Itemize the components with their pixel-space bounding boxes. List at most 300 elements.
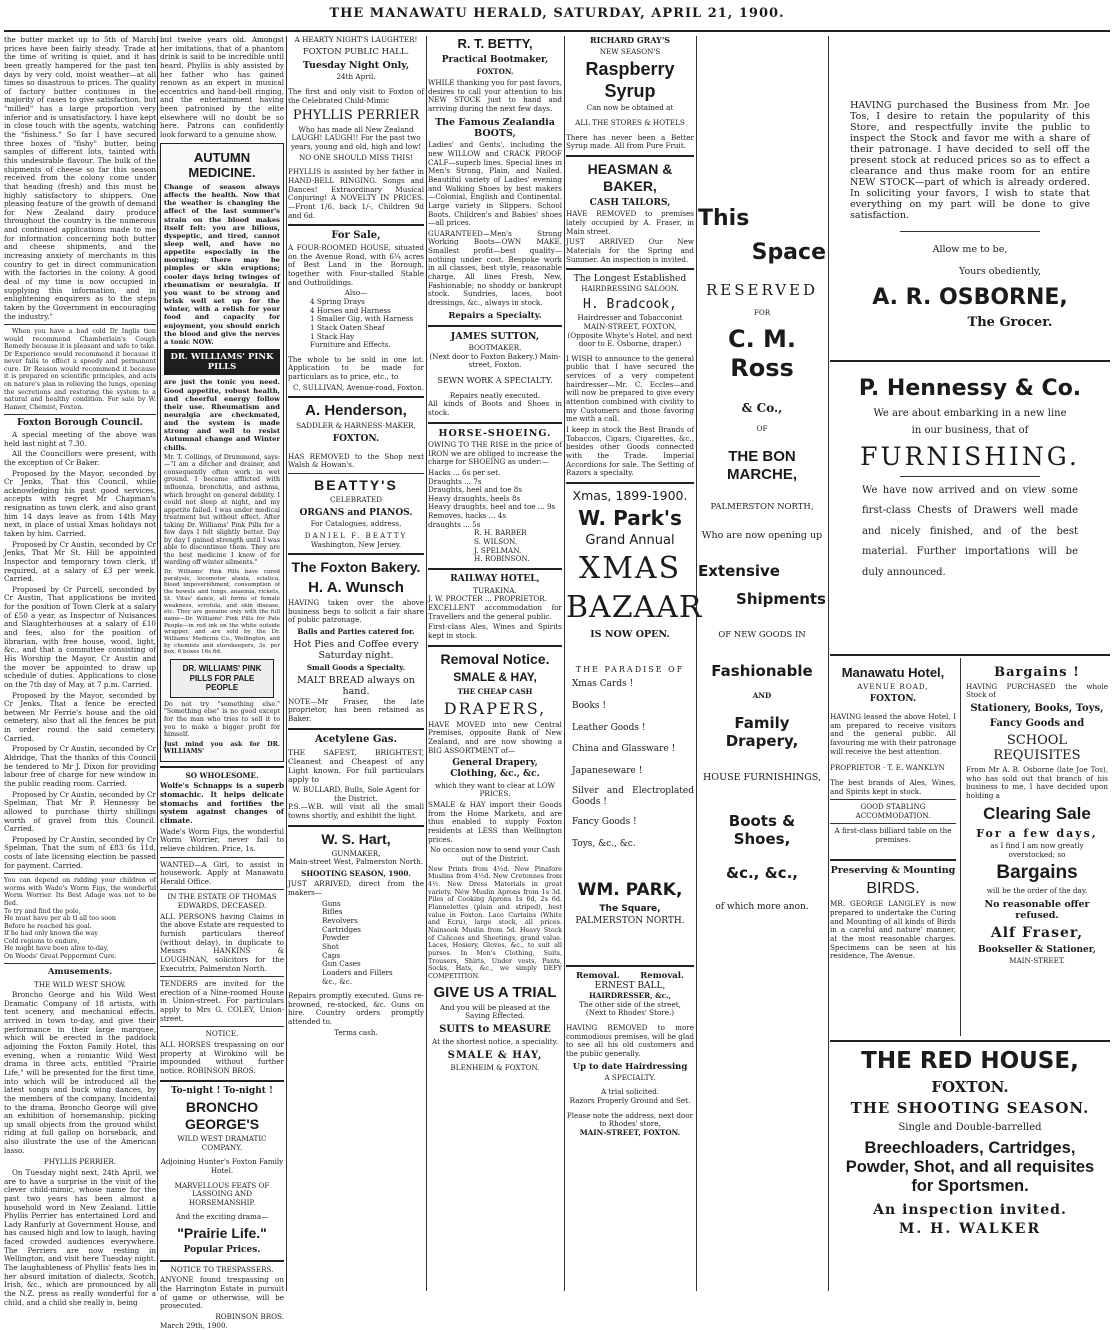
suits-heading: SUITS to MEASURE — [439, 1024, 551, 1036]
divider — [288, 728, 424, 730]
ad-line: If he had only known the way — [4, 930, 98, 938]
divider — [428, 325, 562, 327]
whole-text: The whole to be sold in one lot. Application to be made for particulars as to price, etc., to — [288, 354, 424, 382]
estate-text: ALL PERSONS having Claims in the above Estate are requested to furnish particulars thereof (without delay), in duplicate to Messrs HANKINS & LOUGHNAN, solicitors for the Executrix, Palmerston North. — [160, 911, 284, 973]
reserved-text: RESERVED — [705, 280, 819, 299]
list-item: S. WILSON. — [474, 537, 518, 546]
popular-prices: Popular Prices. — [183, 1244, 261, 1255]
list-item: Silver and Electroplated Goods ! — [572, 786, 694, 808]
assisted-text: PHYLLIS is assisted by her father in HAND-BELL RINGING. Songs and Dances! Extraordinary Musical Conjuring! A NOVELTY IN PRICES.—Front 1/6, back 1/-, Children 9d and 6d. — [288, 167, 424, 220]
betty-heading: R. T. BETTY, — [457, 36, 533, 51]
column-1 — [4, 35, 156, 1307]
park-heading: W. Park's — [578, 505, 682, 530]
divider — [566, 268, 694, 270]
paradise-text: THE PARADISE OF — [575, 664, 685, 674]
divider — [566, 155, 694, 157]
hotel-heading: Manawatu Hotel, — [841, 665, 945, 680]
hairdresser-heading: HAIRDRESSER, &c., — [589, 991, 671, 1001]
arrived-text: JUST ARRIVED, direct from the makers— — [288, 879, 424, 898]
smiths-list — [428, 529, 562, 564]
guaranteed-text: GUARANTEED—Men's Strong Working Boots—OWN MAKE. Smallest profit—best quality—nothing under cost. Bespoke work in all classes, best style, reasonable charge. All lines Fresh, New, Fashionable; no shoddy or bankrupt stock. Sundries, laces, boot dressings, &c., always in stock. — [428, 228, 562, 307]
boots-shoes-text: Boots & Shoes, — [728, 811, 796, 848]
catalogues-text: For Catalogues, address, — [310, 519, 402, 529]
annual-heading: Grand Annual — [585, 532, 675, 548]
osborne-heading: A. R. OSBORNE, — [872, 285, 1068, 311]
broncho-heading: BRONCHO GEORGE'S — [184, 1099, 260, 1133]
hart-heading: W. S. Hart, — [321, 830, 391, 847]
family-drapery-text: Family Drapery, — [725, 714, 799, 751]
section-rule — [830, 1040, 1110, 1042]
tailors-heading: CASH TAILORS, — [589, 197, 671, 208]
council-para: All the Councillors were present, with the exception of Cr Baker. — [4, 449, 156, 467]
trial-text: A trial solicited. — [601, 1087, 659, 1097]
list-item: R. H. BARBER — [474, 528, 527, 538]
bakery-heading: The Foxton Bakery. — [291, 559, 421, 576]
fashionable-text: Fashionable — [711, 661, 813, 680]
co-text: & Co., — [741, 401, 783, 416]
extensive-text: Extensive — [698, 561, 780, 580]
longest-text: The Longest Established — [573, 274, 687, 285]
trespassers-text: ANYONE found trespassing on the Harrington Estate in pursuit of game or otherwise, will be prosecuted. — [160, 1275, 284, 1311]
divider — [566, 965, 694, 967]
ad-line: Cold regions to endure, — [4, 937, 80, 945]
also-text: Also— — [344, 288, 368, 298]
ad-line: On Woods' Great Peppermint Cure. — [4, 952, 117, 960]
list-item: Toys, &c., &c. — [572, 838, 636, 849]
smale-heading: SMALE & HAY, — [453, 670, 537, 685]
removal-row — [566, 971, 694, 981]
bradcook-heading: H. Bradcook, — [583, 296, 677, 312]
red-house-block — [830, 1044, 1110, 1240]
list-item: Books ! — [572, 700, 607, 711]
daniel-text: DANIEL F. BEATTY — [304, 530, 408, 540]
divider — [160, 1260, 284, 1262]
etc-text: &c., &c., — [726, 863, 798, 882]
this-text: This — [698, 206, 750, 231]
railway-heading: RAILWAY HOTEL, — [450, 573, 540, 584]
list-item: Hacks ... 6s per set. — [428, 467, 501, 477]
list-item: Furniture and Effects. — [310, 340, 391, 350]
list-item: Revolvers — [322, 916, 358, 926]
shortest-text: At the shortest notice, a speciality. — [432, 1037, 558, 1047]
removed-text: HAVE REMOVED to premises lately occupied by A. Fraser, in Main street. — [566, 209, 694, 236]
list-item: Caps — [322, 950, 341, 960]
ernest-heading: ERNEST BALL, — [594, 981, 666, 992]
of-text: OF — [756, 424, 768, 434]
list-item: Japaneseware ! — [572, 765, 643, 776]
repairs-text: Repairs promptly executed. Guns re-browned, re-stocked, &c. Guns on hire. Country orders promptly attended to. — [288, 991, 424, 1027]
gun-list — [288, 900, 424, 986]
hotel-block — [830, 662, 956, 963]
removal-heading: Removal Notice. — [440, 650, 550, 667]
goods-text: Small Goods a Specialty. — [306, 663, 406, 673]
square-text: The Square, — [599, 903, 661, 914]
miss-text: NO ONE SHOULD MISS THIS! — [298, 152, 414, 162]
list-item: Heavy draughts, heels 8s — [428, 493, 521, 503]
neat-text: Repairs neatly executed. — [449, 390, 541, 400]
zealandia-heading: The Famous Zealandia BOOTS, — [435, 116, 555, 139]
furnishing-heading: FURNISHING. — [860, 441, 1080, 471]
list-item: Gun Cases — [322, 959, 361, 969]
list-item: Draughts, heel and toe 8s — [428, 485, 523, 495]
list-item: 4 Spring Drays — [310, 296, 365, 306]
cheap-cash: THE CHEAP CASH — [457, 686, 533, 696]
main-street-text: Main-street West, Palmerston North. — [288, 857, 424, 867]
note-text: NOTE—Mr Fraser, the late proprietor, has been retained as Baker. — [288, 696, 424, 724]
avenue-text: AVENUE ROAD, — [857, 681, 929, 691]
list-item: Draughts ... 7s — [428, 476, 482, 486]
xmas-year: Xmas, 1899-1900. — [572, 487, 688, 503]
autumn-text: Change of season always affects the health. Now that the weather is changing the affect of the last summer's strain on the blood makes itself felt: you are bilious, dyspeptic, and tired, cannot sleep well, and have no appetite especially in the morning; there may be pimples or skin eruptions; cooler days bring twinges of rheumatism or neuralgia. If you want to be strong and brisk well set up for the winter, with a relish for your food and capacity for enjoyment, you should enrich the blood and give the nerves a tonic NOW. — [164, 182, 280, 346]
council-para: A special meeting of the above was held last night at 7.30. — [4, 429, 156, 448]
column-divider — [286, 36, 287, 1291]
red-house-heading: THE RED HOUSE, — [861, 1048, 1079, 1074]
proprietor-text: PROPRIETOR · T. E. WANKLYN — [830, 763, 945, 773]
divider — [566, 482, 694, 484]
balls-text: Balls and Parties catered for. — [297, 626, 415, 636]
trespassers-heading: NOTICE TO TRESPASSERS. — [170, 1264, 274, 1274]
ad-line: To try and find the pole, — [4, 907, 81, 915]
first-class-text: First-class Ales, Wines and Spirits kept in stock. — [428, 622, 562, 640]
clearing-heading: Clearing Sale — [983, 803, 1091, 823]
ad-line: You can depend on ridding your children of worms with Wade's Worm Figs, the wonderful Worm Worrier. Its Best Adage was not to be fled. — [4, 877, 156, 907]
mainst-text: MAIN-STREET. — [1009, 956, 1065, 966]
drapers-heading: DRAPERS, — [443, 699, 547, 719]
stationery-heading: Stationery, Books, Toys, — [970, 702, 1104, 714]
just-arrived-text: JUST ARRIVED Our New Materials for the Spring and Summer. An inspection is invited. — [566, 237, 694, 264]
season-text: NEW SEASON'S — [599, 46, 661, 56]
heasman-heading: HEASMAN & BAKER, — [587, 160, 673, 194]
divider — [288, 553, 424, 555]
yours-text: Yours obediently, — [959, 265, 1041, 277]
column-divider — [426, 36, 427, 1291]
uptodate-heading: Up to date Hairdressing — [572, 1061, 688, 1072]
syrup-heading: Raspberry Syrup — [585, 59, 675, 101]
column-divider — [157, 36, 158, 1291]
divider — [428, 568, 562, 570]
phyllis-heading: PHYLLIS PERRIER — [292, 108, 420, 124]
list-item: 1 Stack Hay — [310, 331, 355, 341]
commodious-text: HAVING REMOVED to more commodious premises, will be glad to see all his old customers and the public generally. — [566, 1023, 695, 1058]
column-2 — [160, 35, 284, 1330]
council-heading: Foxton Borough Council. — [17, 418, 143, 429]
divider — [4, 324, 156, 325]
tob-text: Hairdresser and Tobacconist — [577, 313, 683, 323]
taken-text: HAVING taken over the above business begs to solicit a fair share of public patronage. — [288, 598, 424, 625]
cough-remedy-ad: When you have a bad cold Dr Inglis tion would recommend Chamberlain's Cough Remedy because it is pleasant and safe to take. Dr Experience would recommend it because it never fails to effect a speedy and permanent cure. Dr Reason would recommend it because it is prepared on scientific principles, and acts on nature's plan in relieving the lungs, opening the secretions and restoring the system to a natural and healthy condition. For sale by W. Hamer, Chemist, Foxton. — [4, 328, 156, 411]
wade-worm-ad — [4, 877, 156, 960]
shoeing-prices — [428, 469, 562, 529]
sub-column-divider — [960, 658, 961, 1036]
bazaar-goods — [566, 674, 694, 855]
amusements-heading: Amusements. — [47, 967, 113, 978]
removed-text: HAS REMOVED to the Shop next Walsh & Howan's. — [288, 451, 424, 470]
langley-text: MR. GEORGE LANGLEY is now prepared to undertake the Curing and Mounting of all kinds of Birds in a careful and nature' manner, at the most reasonable charges. Specimens can be seen at his residence, The Avenue. — [830, 899, 956, 961]
embark-text: We are about embarking in a new line in our business, that of — [873, 407, 1067, 436]
council-para: Proposed by Cr Austin, seconded by Cr Jenks, That Mr St. Hill be appointed Inspector and temporary town clerk, if required, at a salary of £3 per week. Carried. — [4, 539, 156, 584]
divider — [160, 857, 284, 858]
terms-text: Terms cash. — [334, 1027, 378, 1037]
order-text: will be the order of the day. — [986, 886, 1088, 896]
alf-heading: Alf Fraser, — [990, 924, 1084, 941]
from-text: From Mr A. B. Osborne (late Joe Tos), who has sold out that branch of his business to me, I have decided upon holding a — [966, 765, 1108, 800]
general-drapery: General Drapery, Clothing, &c., &c. — [450, 758, 540, 779]
divider — [830, 799, 956, 800]
blenheim-text: BLENHEIM & FOXTON. — [450, 1062, 540, 1072]
tuesday-heading: Tuesday Night Only, — [302, 59, 410, 71]
bargains-big: Bargains — [996, 862, 1078, 884]
list-item: Leather Goods ! — [572, 722, 646, 733]
turakina-text: TURAKINA. — [473, 585, 517, 595]
obtained-text: Can now be obtained at — [586, 103, 674, 113]
for-sale-heading: For Sale, — [331, 230, 381, 242]
wanted-ad: WANTED—A Girl, to assist in housework. Apply at Manawatu Herald Office. — [160, 859, 284, 886]
repairs-heading: Repairs a Specialty. — [448, 310, 542, 321]
address-text: Please note the address, next door to Rhodes' store, — [566, 1110, 694, 1129]
column-divider — [828, 36, 829, 1291]
rhodes-text: (Next to Rhodes' Store.) — [585, 1008, 675, 1018]
signature: ROBINSON BROS. — [215, 1311, 284, 1321]
pies-text: Hot Pies and Coffee every Saturday night. — [293, 638, 419, 662]
list-item: H. ROBINSON. — [474, 554, 530, 564]
divider — [160, 1026, 284, 1027]
divider — [428, 422, 562, 424]
date-text: March 29th, 1900. — [160, 1320, 228, 1330]
pink-pills-ad — [160, 143, 284, 762]
list-item: Xmas Cards ! — [572, 679, 634, 690]
list-item: draughts ... 5s — [428, 519, 481, 529]
shipments-text: Shipments — [736, 589, 826, 608]
ad-line: He must have per ab tl all too soon — [4, 915, 116, 923]
stores-text: ALL THE STORES & HOTELS — [575, 118, 685, 128]
wild-west-article: Broncho George and his Wild West Dramatic Company of 18 artists, with tent scenery, and mechanical effects, arrived in town to-day, and give their performance in their large marquee, which will be erected in the paddock adjoining the Foxton Family Hotel, this evening, when a romantic Wild West drama in three acts, entitled "Prairie Life," will be presented for the first time, into which will be introduced all the latest songs and buck wing dances, by the members of the company. Incidental to the drama, Broncho George will give an exhibition of horsemanship, picking up small objects from the ground whilst riding at full gallop on horseback, and also illustrate the use of the American lasso. — [4, 990, 156, 1155]
trust-text: Do not try "something else." "Something else" is no good except for the man who tries to sell it to you to make a bigger profit for himself. — [164, 700, 280, 739]
sale-items — [288, 298, 424, 350]
autumn-heading: AUTUMN MEDICINE. — [188, 149, 256, 181]
divider — [288, 396, 424, 398]
made-text: Who has made all New Zealand LAUGH! LAUGH!! For the past two years, young and old, high and low! — [290, 124, 422, 152]
mainst-text: MAIN-STREET, FOXTON, — [583, 321, 677, 331]
pills-text: are just the tonic you need. Good appetite, robust health, and cheerful energy follow their use. Rheumatism and neuralgia are checkmated, and the system is made strong and well to resist Autumnal change and Winter chills. — [164, 378, 280, 452]
space-text: Space — [751, 240, 826, 266]
reduced-text: as I find I am now greatly overstocked; so — [990, 841, 1084, 859]
notice-text: ALL HORSES trespassing on our property at Wirokino will be impounded without further notice. ROBINSON BROS. — [160, 1040, 284, 1075]
owing-text: OWING TO THE RISE in the price of IRON we are obliged to increase the charge for SHOEING as under:— — [428, 439, 562, 467]
estate-heading: IN THE ESTATE OF THOMAS EDWARDS, DECEASED. — [167, 892, 277, 911]
excellent-text: EXCELLENT accommodation for Travellers and the general public. — [428, 603, 562, 621]
tender-text: TENDERS are invited for the erection of a Nine-roomed House in Union-street. For particulars apply to Mrs G. COLEY, Union-street. — [160, 979, 284, 1023]
allow-text: Allow me to be, — [932, 244, 1008, 256]
list-item: 1 Smaller Gig, with Harness — [310, 314, 414, 324]
wild-west-heading: THE WILD WEST SHOW. — [34, 979, 126, 989]
sutton-trade: BOOTMAKER. — [468, 343, 522, 353]
sutton-heading: JAMES SUTTON, — [450, 330, 540, 342]
walker-text: M. H. WALKER — [898, 1221, 1042, 1238]
company-name: WILD WEST DRAMATIC COMPANY. — [177, 1133, 267, 1152]
divider — [4, 963, 156, 964]
masthead-title: THE MANAWATU HERALD, SATURDAY, APRIL 21, 1900. — [329, 6, 785, 21]
article-text: the butter market up to 5th of March prices have been fairly steady. Trade at the time of writing is quiet, and it has been greatly hampered for the past ten days by very cold, moist weather—at all times so disastrous to prices. The quality of factory butter continues in the majority of cases to give satisfaction, but "milled" has a large proportion very inferior and is unsatisfactory. I have kept in close touch with the agents, watching the "fishiness." So far I have secured three boxes of "fishy" butter, being samples of different lots, tainted with this undesirable flavour. The bulk of the shipments of cheese so far this season received from the colony come under that heading (fresh) and this must be highly satisfactory to shippers. One pleasing feature of the growth of demand for New Zealand dairy produce throughout the country is the numerous and continued applications made to me for information concerning both butter and cheese shipments, and the increasing anxiety of merchants in this country to get in direct communication with the factories in the colony. A good deal of my time is now occupied in supplying this information, and in enlightening enquirers as to the steps taken by the Government in encouraging the industry." — [4, 35, 156, 321]
bazaar-heading: BAZAAR — [566, 590, 703, 626]
mainfox-text: MAIN-STREET, FOXTON. — [579, 1127, 681, 1137]
section-rule — [830, 654, 1110, 656]
fancy-heading: Fancy Goods and — [989, 717, 1085, 729]
council-para: Proposed by Cr Austin, seconded by Cr Aldridge, That the thanks of this Council be tendered to Mr J. Dixon for providing labour free of charge for new window in the public reading room. Carried. — [4, 744, 156, 788]
column-7 — [830, 36, 1110, 1291]
drama-text: And the exciting drama— — [175, 1212, 269, 1222]
keep-text: I keep in stock the Best Brands of Tobaccos, Cigars, Cigarettes, &c., besides other Goods connected with the Trade. Imperial Accordions for sale. The Setting of Razors a specialty. — [566, 424, 694, 478]
removal-left: Removal. — [576, 971, 620, 982]
and-text: AND — [752, 690, 772, 700]
ladies-text: Ladies' and Gents', including the new WILLOW and CRACK PROOF CALF—superb lines. Special lines in Men's Strong, Plain, and Nailed. Beautiful variety of Ladies' evening and Walking Shoes by best makers—Colonial, English and Continental. Large variety in Slippers. School Boots, Children's and Babies' shoes—all prices. — [428, 140, 562, 228]
bon-marche-heading: THE BON MARCHE, — [727, 448, 797, 484]
column-4 — [428, 36, 562, 1291]
leased-text: HAVING leased the above Hotel, I am prepared to receive visitors and the general public. All favouring me with their patronage will receive the best attention. — [830, 712, 956, 756]
palmerston-text: PALMERSTON NORTH. — [575, 916, 685, 927]
xmas-heading: XMAS — [578, 551, 682, 587]
notice-heading: NOTICE. — [205, 1029, 239, 1039]
divider — [4, 414, 156, 415]
foxton-heading: FOXTON. — [332, 434, 380, 445]
divider — [830, 823, 956, 824]
wholesome-text: Wolfe's Schnapps is a superb stomachic. It helps delicate stomachs and fortifies the system against changes of climate. — [160, 781, 284, 825]
foxton-heading: FOXTON. — [869, 694, 917, 705]
import-text: SMALE & HAY import their Goods from the Home Markets, and are thus enabled to supply Foxton residents at LESS than Wellington prices. — [428, 800, 562, 844]
masthead-rule — [4, 30, 1110, 32]
pills-heading: DR. WILLIAMS' PINK PILLS — [164, 349, 280, 375]
perrier-heading: PHYLLIS PERRIER. — [43, 1157, 117, 1167]
house-furnishings-text: HOUSE FURNISHINGS, — [703, 772, 821, 784]
few-days-text: For a few days, — [976, 827, 1098, 841]
ross-heading: C. M. Ross — [727, 325, 797, 383]
divider — [160, 976, 284, 977]
ps-text: P.S.—W.B. will visit all the small towns shortly, and exhibit the light. — [288, 802, 424, 821]
anon-text: of which more anon. — [715, 901, 809, 912]
divider — [4, 873, 156, 874]
council-para: Proposed by Cr Austin, seconded by Cr Spelman, That the sum of £83 6s 11d, costs of late licensing election be passed for payment. Carried. — [4, 834, 156, 870]
gray-heading: RICHARD GRAY'S — [589, 35, 671, 45]
ales-text: The best brands of Ales, Wines, and Spirits kept in stock. — [830, 777, 956, 796]
bargains-block — [966, 662, 1108, 966]
masthead — [0, 6, 1114, 32]
ad-line: He might have been alive to-day, — [4, 945, 109, 953]
council-para: Proposed by Cr Austin, seconded by Cr Spelman, That Mr P. Hennessy be allowed to purchase thirty shillings worth of gravel from this Council. Carried. — [4, 789, 156, 834]
purchased-text: HAVING purchased the Business from Mr. Joe Tos, I desire to retain the popularity of this Store, and respectfully invite the public to inspect the Stock and favor me with a share of their patronage. I have decided to sell off the present stock at reduced prices so as to effect a clearance and thus make room for an entire NEW STOCK—part of which is already ordered. In soliciting your favors, I wish to state that everything on my part will be done to give satisfaction. — [850, 100, 1090, 222]
divider — [288, 825, 424, 827]
list-item: Shot — [322, 941, 339, 951]
inspection-text: An inspection invited. — [873, 1201, 1067, 1218]
feats-text: MARVELLOUS FEATS OF LASSOING AND HORSEMANSHIP. — [174, 1180, 270, 1207]
list-item: Rifles — [322, 907, 343, 917]
bookseller-text: Bookseller & Stationer, — [978, 944, 1096, 955]
ask-text: Just mind you ask for DR. WILLIAMS' — [164, 740, 280, 756]
shooting-heading: THE SHOOTING SEASON. — [850, 1098, 1090, 1117]
wholesome-heading: SO WHOLESOME. — [185, 770, 259, 780]
venue-text: Adjoining Hunter's Foxton Family Hotel. — [160, 1157, 284, 1175]
opening-text: Who are now opening up — [701, 530, 823, 542]
list-item: Loaders and Fillers — [322, 967, 393, 977]
list-item: 4 Horses and Harness — [310, 305, 391, 315]
list-item: Removes, hacks ... 4s — [428, 511, 507, 521]
moved-text: HAVE MOVED into new Central Premises, opposite Bank of New Zealand, and are now showing a BIG ASSORTMENT of— — [428, 719, 562, 755]
billiard-text: A first-class billiard table on the premises. — [834, 826, 952, 845]
open-text: IS NOW OPEN. — [590, 629, 670, 641]
malt-text: MALT BREAD always on hand. — [297, 675, 415, 698]
red-foxton-heading: FOXTON. — [931, 1077, 1009, 1096]
kinds-text: All kinds of Boots and Shoes in stock. — [428, 399, 562, 417]
divider — [288, 473, 424, 474]
single-text: Single and Double-barrelled — [898, 1121, 1042, 1133]
wish-text: I WISH to announce to the general public that I have secured the services of a very competent hairdresser—Mr. C. Eccles—and will now be prepared to give every attention combined with civility to my Customers and those favoring me with a call. — [566, 353, 694, 424]
henderson-heading: A. Henderson, — [305, 402, 407, 420]
divider — [288, 224, 424, 226]
column-divider — [564, 36, 565, 1291]
procter-text: J. W. PROCTER ... PROPRIETOR. — [428, 594, 547, 604]
horseshoeing-heading: HORSE-SHOEING. — [438, 427, 552, 439]
worm-text: Wade's Worm Figs, the wonderful Worm Worrier, never fail to relieve children. Price, 1s. — [160, 826, 284, 853]
ad-line: Before he reached his goal. — [4, 922, 92, 930]
sullivan-signature: C. SULLIVAN, Avenue-road, Foxton. — [293, 382, 424, 392]
divider — [830, 859, 956, 861]
breech-text: Breechloaders, Cartridges, Powder, Shot, and all requisites for Sportsmen. — [845, 1138, 1095, 1195]
organs-heading: ORGANS and PIANOS. — [299, 507, 413, 518]
shooting-heading: SHOOTING SEASON, 1900. — [301, 868, 411, 878]
celebrated-text: CELEBRATED — [329, 494, 383, 504]
sewn-text: SEWN WORK A SPECIALTY. — [437, 376, 553, 386]
school-heading: SCHOOL REQUISITES — [993, 732, 1081, 764]
other-side-text: The other side of the street, — [579, 999, 681, 1009]
sutton-address: (Next door to Foxton Bakery.) Main-street, Foxton. — [429, 351, 561, 370]
list-item: Guns — [322, 898, 341, 908]
divider — [900, 231, 1040, 232]
prairie-life: "Prairie Life." — [177, 1225, 267, 1242]
hall-heading: FOXTON PUBLIC HALL. — [302, 46, 410, 57]
council-para: Proposed by Cr Purcell, seconded by Cr Austin, That applications be invited for the position of Town Clerk at a salary of £50 a year, as Inspector of Nuisances and Slaughterhouses at a salary of £10 and fees, also for the position of librarian, with free house, wood, light, &c., and that a committee consisting of His Worship the Mayor, Cr Austin and the mover be appointed to draw up schedule of duties. Applications to close on the 7th day of May, at 7 p.m. Carried. — [4, 584, 156, 689]
specialty-text: A SPECIALTY. — [604, 1072, 656, 1082]
stabling-text: GOOD STABLING ACCOMMODATION. — [855, 802, 931, 820]
while-text: WHILE thanking you for past favors, desires to call your attention to his NEW STOCK just to hand and arriving during the next few days. — [428, 78, 562, 113]
fine-print: Dr. Williams' Pink Pills have cured paralysis, locomotor ataxia, sciatica, blood impoverishment, consumption of the bowels and lungs, anaemia, rickets, St. Vitus' dance, all forms of female weakness, scrofula, and skin disease, etc. They are genuine only with the full name—Dr. Williams' Pink Pills for Pale People—in red ink on the white outside wrapper, and are sold by the Dr. Williams' Medicine Co., Wellington, and by chemists and storekeepers, 3s. per box, 6 boxes 16s 6d. — [164, 568, 280, 656]
list-item: J. SPELMAN. — [474, 545, 522, 555]
smale-footer: SMALE & HAY, — [447, 1049, 543, 1061]
razors-text: Razors Properly Ground and Set. — [569, 1096, 691, 1106]
column-divider — [696, 36, 697, 1291]
list-item: Cartridges — [322, 924, 361, 934]
removal-right: Removal. — [640, 971, 684, 982]
article-text: but twelve years old. Amongst her imitations, that of a phantom drink is said to be incredible until heard. Phyllis is ably assisted by her father who has gained renown as an expert in musical eccentrics and hand-bell ringing, and the entertainment having been patronised by the elite elsewhere will no doubt be so here. Patrons can confidently look forward to a genuine show. — [160, 35, 284, 140]
hennessy-heading: P. Hennessy & Co. — [858, 376, 1082, 402]
divider — [160, 766, 284, 768]
divider — [160, 1080, 284, 1082]
divider — [160, 889, 284, 890]
wunsch-heading: H. A. Wunsch — [308, 579, 404, 597]
refused-text: No reasonable offer refused. — [984, 898, 1090, 922]
prints-text: New Prints from 4½d. New Pinafore Muslins from 4½d. New Cretonnes from 4½. New Dress Materials in great variety. New Muslin Aprons from 1s 3d. Piles of Cooking Aprons 1s 6d, 2s 6d. Flannelettes (plain and striped), best value in Foxton. Lace Curtains (White and Ecru), large stock, all prices. Nainsook Muslin from 5d. Heavy Stock of Calicoes and Sheetings, grand value. Laces, Hosiery, Gloves, &c., to suit all purses. In Men's Clothing, Suits, Trousers, Shirts, Under vests, Pants, Socks, Hats, &c., we simply DEFY COMPETITION. — [428, 864, 562, 981]
bootmaker-heading: Practical Bootmaker, — [441, 54, 549, 65]
for-text: FOR — [753, 307, 771, 317]
never-text: There has never been a Better Syrup made. All from Pure Fruit. — [566, 132, 694, 151]
column-6 — [698, 36, 826, 1291]
list-item: &c., &c. — [322, 976, 352, 986]
opp-text: (Opposite Whyte's Hotel, and next door to E. Osborne, draper.) — [567, 330, 693, 349]
wm-park-heading: WM. PARK, — [577, 880, 683, 901]
occasion-text: No occasion now to send your Cash out of the District. — [430, 845, 560, 863]
testimonial: Mr. T. Collings, of Drummond, says:—"I am a ditcher and drainer, and consequently often work in wet ground. I became afflicted with influenza, bronchitis, and asthma, which brought on general debility. I could not sleep at night, and my appetite failed. I was under medical treatment but without effect. After taking Dr. Williams' Pink Pills for a few days I felt slightly better. Day by day I gained strength until I was able to discontinue them. They are the best medicine I know of for warding off winter ailments." — [164, 453, 280, 567]
foxton-heading: FOXTON. — [476, 67, 514, 77]
chests-text: We have now arrived and on view some first-class Chests of Drawers well made and nicely finished, and of the best material. Further importations will be duly announced. — [862, 484, 1078, 578]
bullard-text: W. BULLARD, Bulls, Sole Agent for the District. — [292, 785, 420, 803]
list-item: Fancy Goods ! — [572, 816, 637, 827]
